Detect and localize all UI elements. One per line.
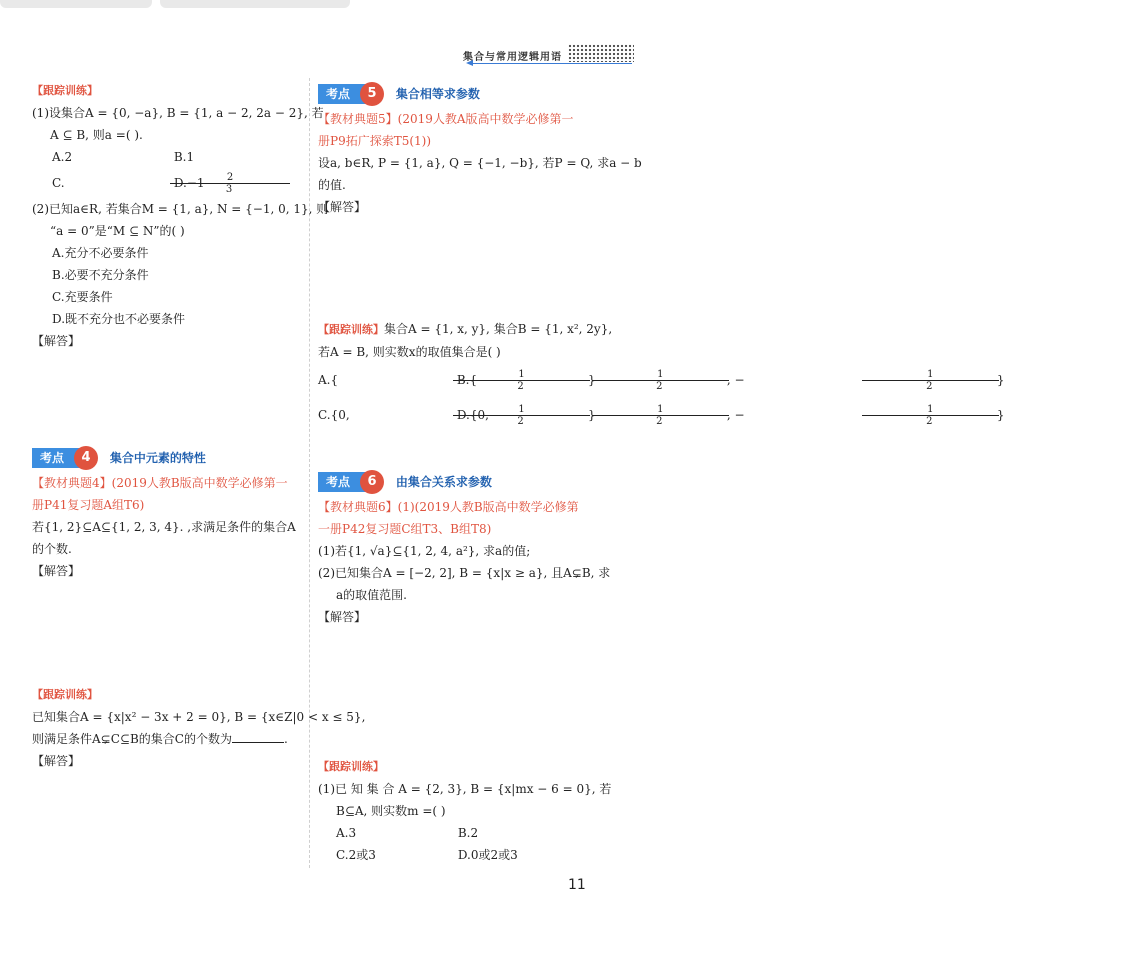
option-c: C.充要条件 bbox=[52, 290, 113, 304]
problem-stem: 已知集合A = {x|x² − 3x + 2 = 0}, B = {x∈Z|0 < x ≤ 5}, bbox=[32, 710, 366, 724]
header-dot-pattern bbox=[568, 44, 634, 62]
question-2-stem: (2)已知集合A = [−2, 2], B = {x|x ≥ a}, 且A⊊B, 求 bbox=[318, 566, 611, 580]
follow-up-label: 【跟踪训练】 bbox=[318, 760, 384, 773]
section-badge: 考点 6 bbox=[318, 472, 372, 492]
question-1-stem: (1)已 知 集 合 A = {2, 3}, B = {x|mx − 6 = 0}, 若 bbox=[318, 782, 612, 796]
option-c: C.{0, $\frac{1}{2}$ } bbox=[318, 404, 596, 427]
answer-label: 【解答】 bbox=[32, 754, 81, 768]
section-6 bbox=[318, 470, 610, 628]
problem-stem-cont: 的值. bbox=[318, 178, 346, 192]
textbook-source-cont: 册P41复习题A组T6) bbox=[32, 498, 145, 512]
question-1-stem: (1)设集合A = {0, −a}, B = {1, a − 2, 2a − 2}, 若 bbox=[32, 106, 324, 120]
answer-label: 【解答】 bbox=[32, 334, 81, 348]
textbook-source-cont: 一册P42复习题C组T3、B组T8) bbox=[318, 522, 492, 536]
problem-stem: 集合A = {1, x, y}, 集合B = {1, x², 2y}, bbox=[384, 322, 613, 336]
follow-up-block-2 bbox=[32, 684, 365, 772]
question-1-stem: (1)若{1, √a}⊆{1, 2, 4, a²}, 求a的值; bbox=[318, 544, 531, 558]
question-1-stem-cont: A ⊆ B, 则a =( ). bbox=[50, 128, 143, 142]
option-d: D.−1 bbox=[173, 176, 205, 190]
problem-stem-cont: 则满足条件A⊊C⊆B的集合C的个数为 . bbox=[32, 732, 288, 746]
section-badge: 考点 5 bbox=[318, 84, 372, 104]
option-b: B.1 bbox=[173, 150, 195, 164]
browser-tab-right[interactable] bbox=[160, 0, 350, 8]
problem-stem: 设a, b∈R, P = {1, a}, Q = {−1, −b}, 若P = Q, 求a − b bbox=[318, 156, 642, 170]
section-5 bbox=[318, 82, 642, 218]
textbook-source: 【教材典题6】(1)(2019人教B版高中数学必修第 bbox=[318, 500, 579, 514]
option-a: A.{ $\frac{1}{2}$ } bbox=[318, 369, 596, 392]
option-d: D.既不充分也不必要条件 bbox=[52, 312, 186, 326]
option-a: A.2 bbox=[52, 150, 73, 164]
header-title: 集合与常用逻辑用语 bbox=[463, 52, 562, 63]
section-title: 由集合关系求参数 bbox=[395, 474, 492, 489]
textbook-source: 【教材典题5】(2019人教A版高中数学必修第一 bbox=[318, 112, 574, 126]
section-4 bbox=[32, 446, 296, 582]
question-2-stem-cont: a的取值范围. bbox=[336, 588, 407, 602]
follow-up-label: 【跟踪训练】 bbox=[32, 84, 98, 97]
answer-label: 【解答】 bbox=[32, 564, 81, 578]
option-c: C. $\frac{2}{3}$ bbox=[52, 168, 170, 198]
header-rule bbox=[470, 63, 632, 64]
option-a: A.3 bbox=[336, 826, 357, 840]
question-2-stem: (2)已知a∈R, 若集合M = {1, a}, N = {−1, 0, 1}, 则 bbox=[32, 202, 329, 216]
section-title: 集合中元素的特性 bbox=[109, 450, 206, 465]
textbook-source: 【教材典题4】(2019人教B版高中数学必修第一 bbox=[32, 476, 288, 490]
option-a: A.充分不必要条件 bbox=[52, 246, 149, 260]
follow-up-block-4 bbox=[318, 756, 611, 866]
browser-tab-left[interactable] bbox=[0, 0, 152, 8]
textbook-source-cont: 册P9拓广探索T5(1)) bbox=[318, 134, 432, 148]
follow-up-block-3 bbox=[318, 318, 1005, 433]
option-b: B.{ $\frac{1}{2}$ , − $\frac{1}{2}$ } bbox=[456, 369, 1005, 392]
section-title: 集合相等求参数 bbox=[395, 86, 480, 101]
option-c: C.2或3 bbox=[336, 848, 376, 862]
section-badge: 考点 4 bbox=[32, 448, 86, 468]
follow-up-label: 【跟踪训练】 bbox=[318, 323, 384, 336]
answer-label: 【解答】 bbox=[318, 200, 367, 214]
option-d: D.{0, $\frac{1}{2}$ , − $\frac{1}{2}$ } bbox=[456, 404, 1005, 427]
section-number: 5 bbox=[360, 82, 384, 106]
follow-up-label: 【跟踪训练】 bbox=[32, 688, 98, 701]
page-number: 11 bbox=[568, 877, 586, 893]
problem-stem: 若{1, 2}⊆A⊆{1, 2, 3, 4}. ,求满足条件的集合A bbox=[32, 520, 296, 534]
follow-up-block-1 bbox=[32, 80, 328, 352]
section-number: 6 bbox=[360, 470, 384, 494]
answer-label: 【解答】 bbox=[318, 610, 367, 624]
problem-stem-cont: 的个数. bbox=[32, 542, 72, 556]
option-b: B.2 bbox=[457, 826, 479, 840]
option-d: D.0或2或3 bbox=[457, 848, 518, 862]
question-2-stem-cont: “a = 0”是“M ⊆ N”的( ) bbox=[50, 224, 185, 238]
section-number: 4 bbox=[74, 446, 98, 470]
option-b: B.必要不充分条件 bbox=[52, 268, 149, 282]
question-1-stem-cont: B⊆A, 则实数m =( ) bbox=[336, 804, 446, 818]
problem-stem-cont: 若A = B, 则实数x的取值集合是( ) bbox=[318, 345, 501, 359]
answer-blank[interactable] bbox=[232, 732, 284, 743]
